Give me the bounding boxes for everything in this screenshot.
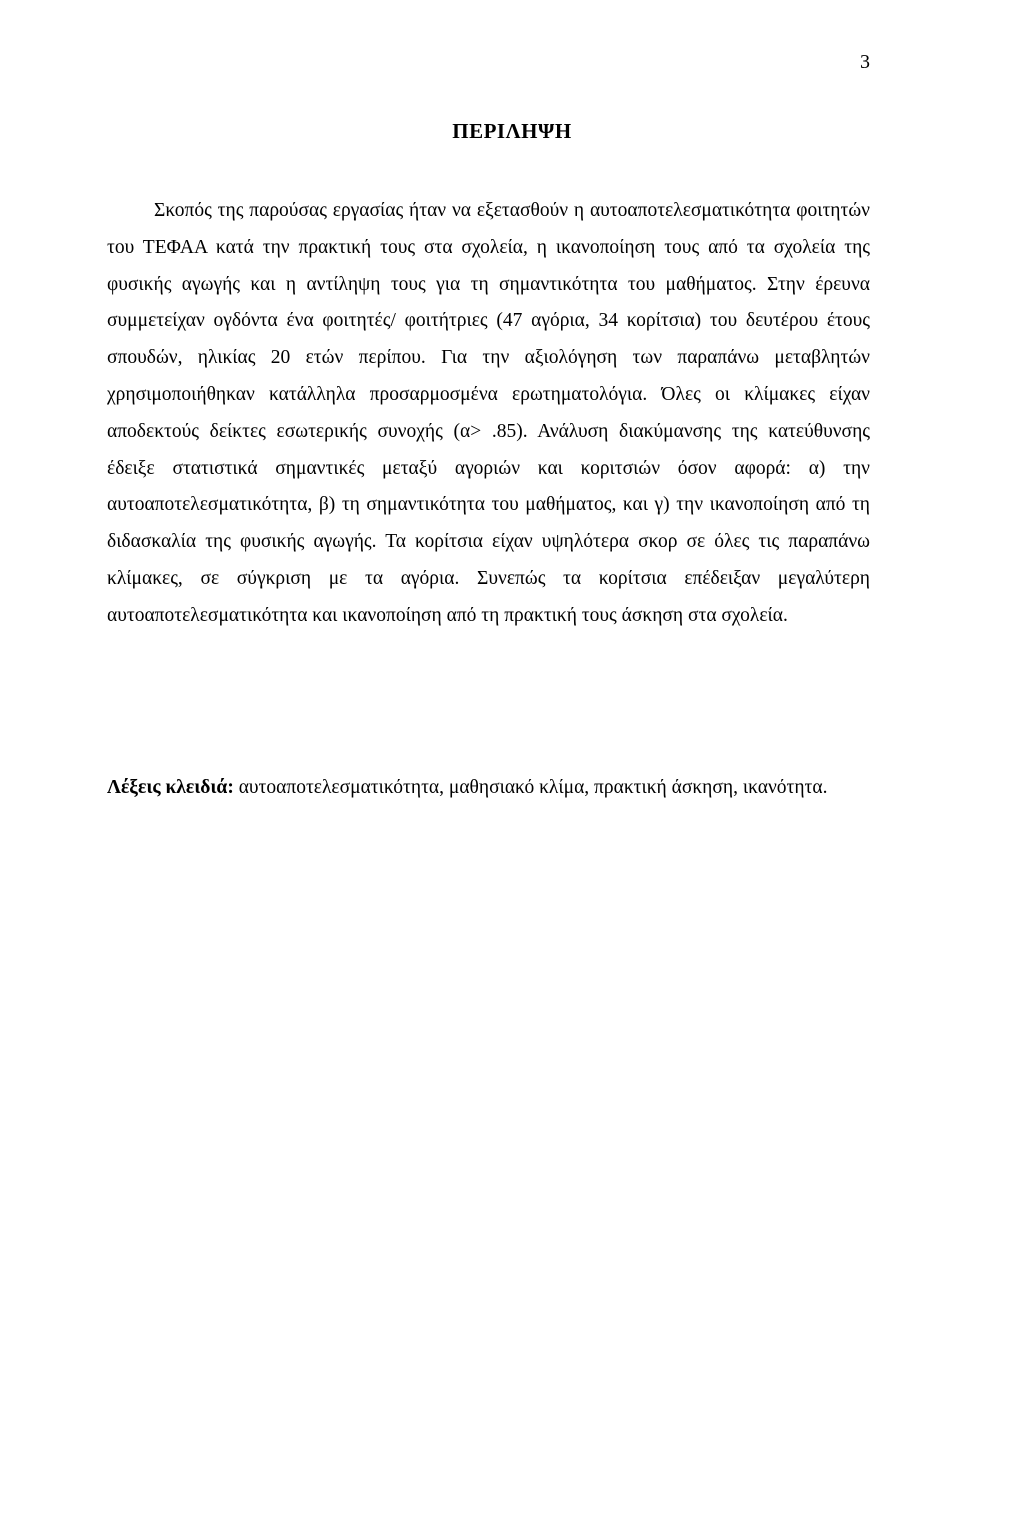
page-number: 3 [860, 51, 870, 73]
keywords-label: Λέξεις κλειδιά: [107, 777, 234, 798]
keywords-text: αυτοαποτελεσματικότητα, μαθησιακό κλίμα, πρακτική άσκηση, ικανότητα. [233, 777, 828, 798]
abstract-title: ΠΕΡΙΛΗΨΗ [452, 119, 572, 143]
keywords-paragraph [107, 770, 870, 807]
abstract-body: Σκοπός της παρούσας εργασίας ήταν να εξετασθούν η αυτοαποτελεσματικότητα φοιτητών του ΤΕΦΑΑ κατά την πρακτική τους στα σχολεία, η ικανοποίηση τους από τα σχολεία της φυσικής αγωγής και η αντίληψη τους για τη σημαντικότητα του μαθήματος. Στην έρευνα συμμετείχαν ογδόντα ένα φοιτητές/ φοιτήτριες (47 αγόρια, 34 κορίτσια) του δευτέρου έτους σπουδών, ηλικίας 20 ετών περίπου. Για την αξιολόγηση των παραπάνω μεταβλητών χρησιμοποιήθηκαν κατάλληλα προσαρμοσμένα ερωτηματολόγια. Όλες οι κλίμακες είχαν αποδεκτούς δείκτες εσωτερικής συνοχής (α> .85). Ανάλυση διακύμανσης της κατεύθυνσης έδειξε στατιστικά σημαντικές μεταξύ αγοριών και κοριτσιών όσον αφορά: α) την αυτοαποτελεσματικότητα, β) τη σημαντικότητα του μαθήματος, και γ) την ικανοποίηση από τη διδασκαλία της φυσικής αγωγής. Τα κορίτσια είχαν υψηλότερα σκορ σε όλες τις παραπάνω κλίμακες, σε σύγκριση με τα αγόρια. Συνεπώς τα κορίτσια επέδειξαν μεγαλύτερη αυτοαποτελεσματικότητα και ικανοποίηση από τη πρακτική τους άσκηση στα σχολεία. [107, 200, 870, 626]
